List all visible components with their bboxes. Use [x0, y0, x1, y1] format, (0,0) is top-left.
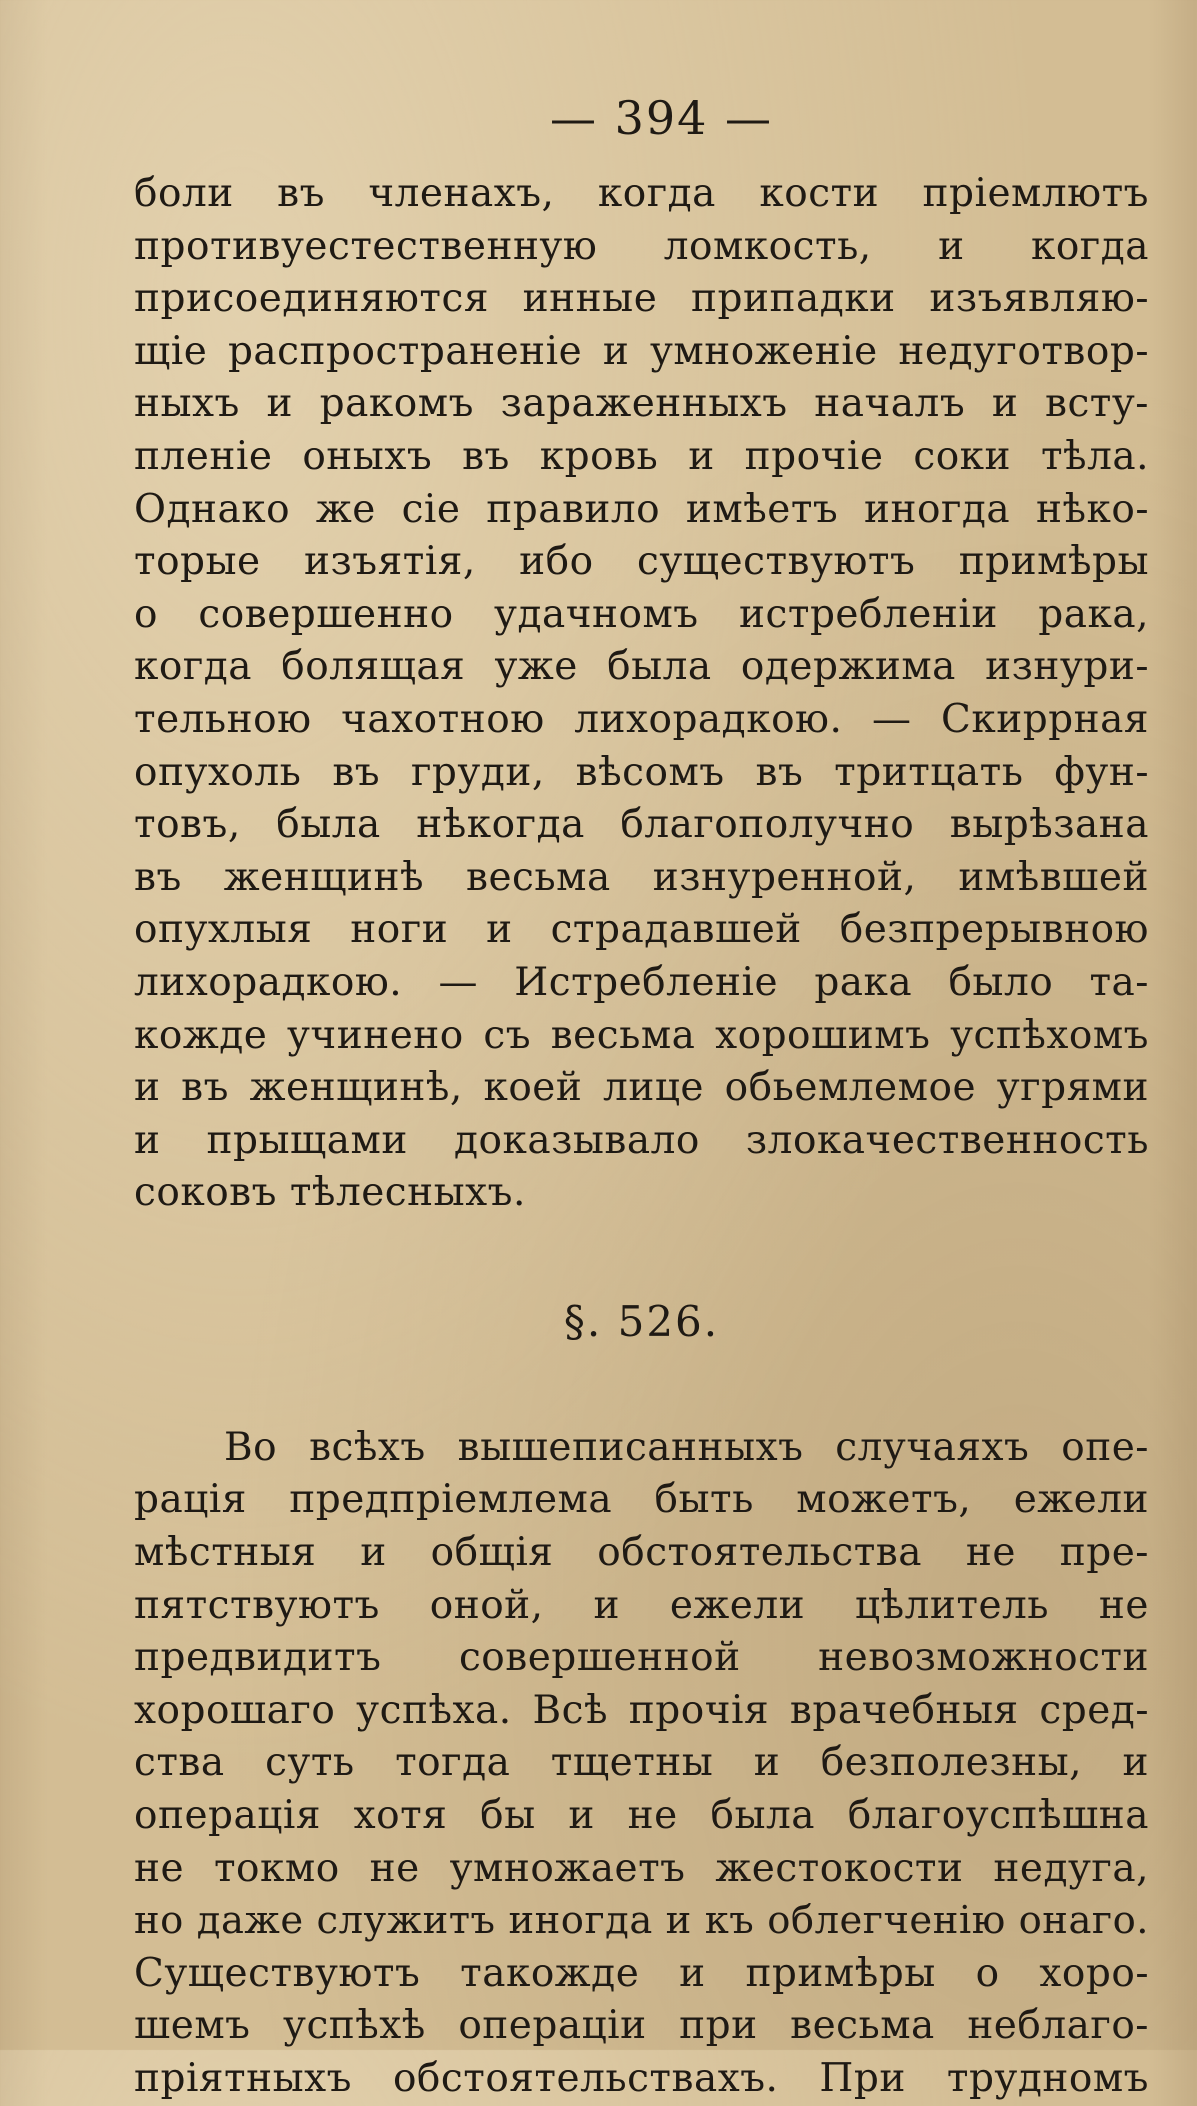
text-line: но даже служитъ иногда и къ облегченію онаго.: [134, 1898, 1149, 1944]
text-line: и въ женщинѣ, коей лице обьемлемое угрями: [134, 1065, 1149, 1111]
text-line: предвидитъ совершенной невозможности: [134, 1635, 1149, 1681]
text-line: шемъ успѣхѣ операціи при весьма неблаго-: [134, 2003, 1149, 2049]
text-line: опухлыя ноги и страдавшей безпрерывною: [134, 907, 1149, 953]
text-line: не токмо не умножаетъ жестокости недуга,: [134, 1845, 1149, 1891]
text-line: операція хотя бы и не была благоуспѣшна: [134, 1793, 1149, 1839]
text-line: соковъ тѣлесныхъ.: [134, 1170, 526, 1216]
text-line: лихорадкою. — Истребленіе рака было та-: [134, 959, 1149, 1005]
text-line: опухоль въ груди, вѣсомъ въ тритцать фун-: [134, 749, 1149, 795]
text-line: торые изъятія, ибо существуютъ примѣры: [134, 539, 1149, 585]
text-line: ства суть тогда тщетны и безполезны, и: [134, 1740, 1149, 1786]
text-line: рація предпріемлема быть можетъ, ежели: [134, 1477, 1149, 1523]
text-line: пленіе оныхъ въ кровь и прочіе соки тѣла.: [134, 433, 1149, 479]
text-line: хорошаго успѣха. Всѣ прочія врачебныя сред-: [134, 1687, 1149, 1733]
text-line: боли въ членахъ, когда кости пріемлютъ: [134, 171, 1149, 216]
page-number: — 394 —: [549, 91, 774, 145]
text-line: въ женщинѣ весьма изнуренной, имѣвшей: [134, 854, 1149, 900]
text-line: Однако же сіе правило имѣетъ иногда нѣко-: [134, 486, 1149, 532]
text-line: кожде учинено съ весьма хорошимъ успѣхомъ: [134, 1012, 1149, 1058]
text-line: товъ, была нѣкогда благополучно вырѣзана: [134, 802, 1149, 848]
text-line: щіе распространеніе и умноженіе недуготвор-: [134, 328, 1149, 374]
text-line: и прыщами доказывало злокачественность: [134, 1117, 1149, 1163]
paragraph-2: [134, 1422, 1149, 2106]
section-heading: §. 526.: [563, 1296, 720, 1346]
paragraph-1: [134, 168, 1149, 1220]
text-line: мѣстныя и общія обстоятельства не пре-: [134, 1530, 1149, 1576]
text-line: Существуютъ такожде и примѣры о хоро-: [134, 1950, 1149, 1996]
text-line: о совершенно удачномъ истребленіи рака,: [134, 591, 1149, 637]
text-line: присоединяются инные припадки изъявляю-: [134, 276, 1149, 322]
text-line: противуестественную ломкость, и когда: [134, 223, 1149, 269]
text-line: Во всѣхъ вышеписанныхъ случаяхъ опе-: [224, 1424, 1149, 1470]
text-line: пятствуютъ оной, и ежели цѣлитель не: [134, 1582, 1149, 1628]
text-line: когда болящая уже была одержима изнури-: [134, 644, 1149, 690]
text-line: ныхъ и ракомъ зараженныхъ началъ и всту-: [134, 381, 1149, 427]
text-line: тельною чахотною лихорадкою. — Скиррная: [134, 696, 1149, 742]
text-line: пріятныхъ обстоятельствахъ. При трудномъ: [134, 2056, 1149, 2101]
